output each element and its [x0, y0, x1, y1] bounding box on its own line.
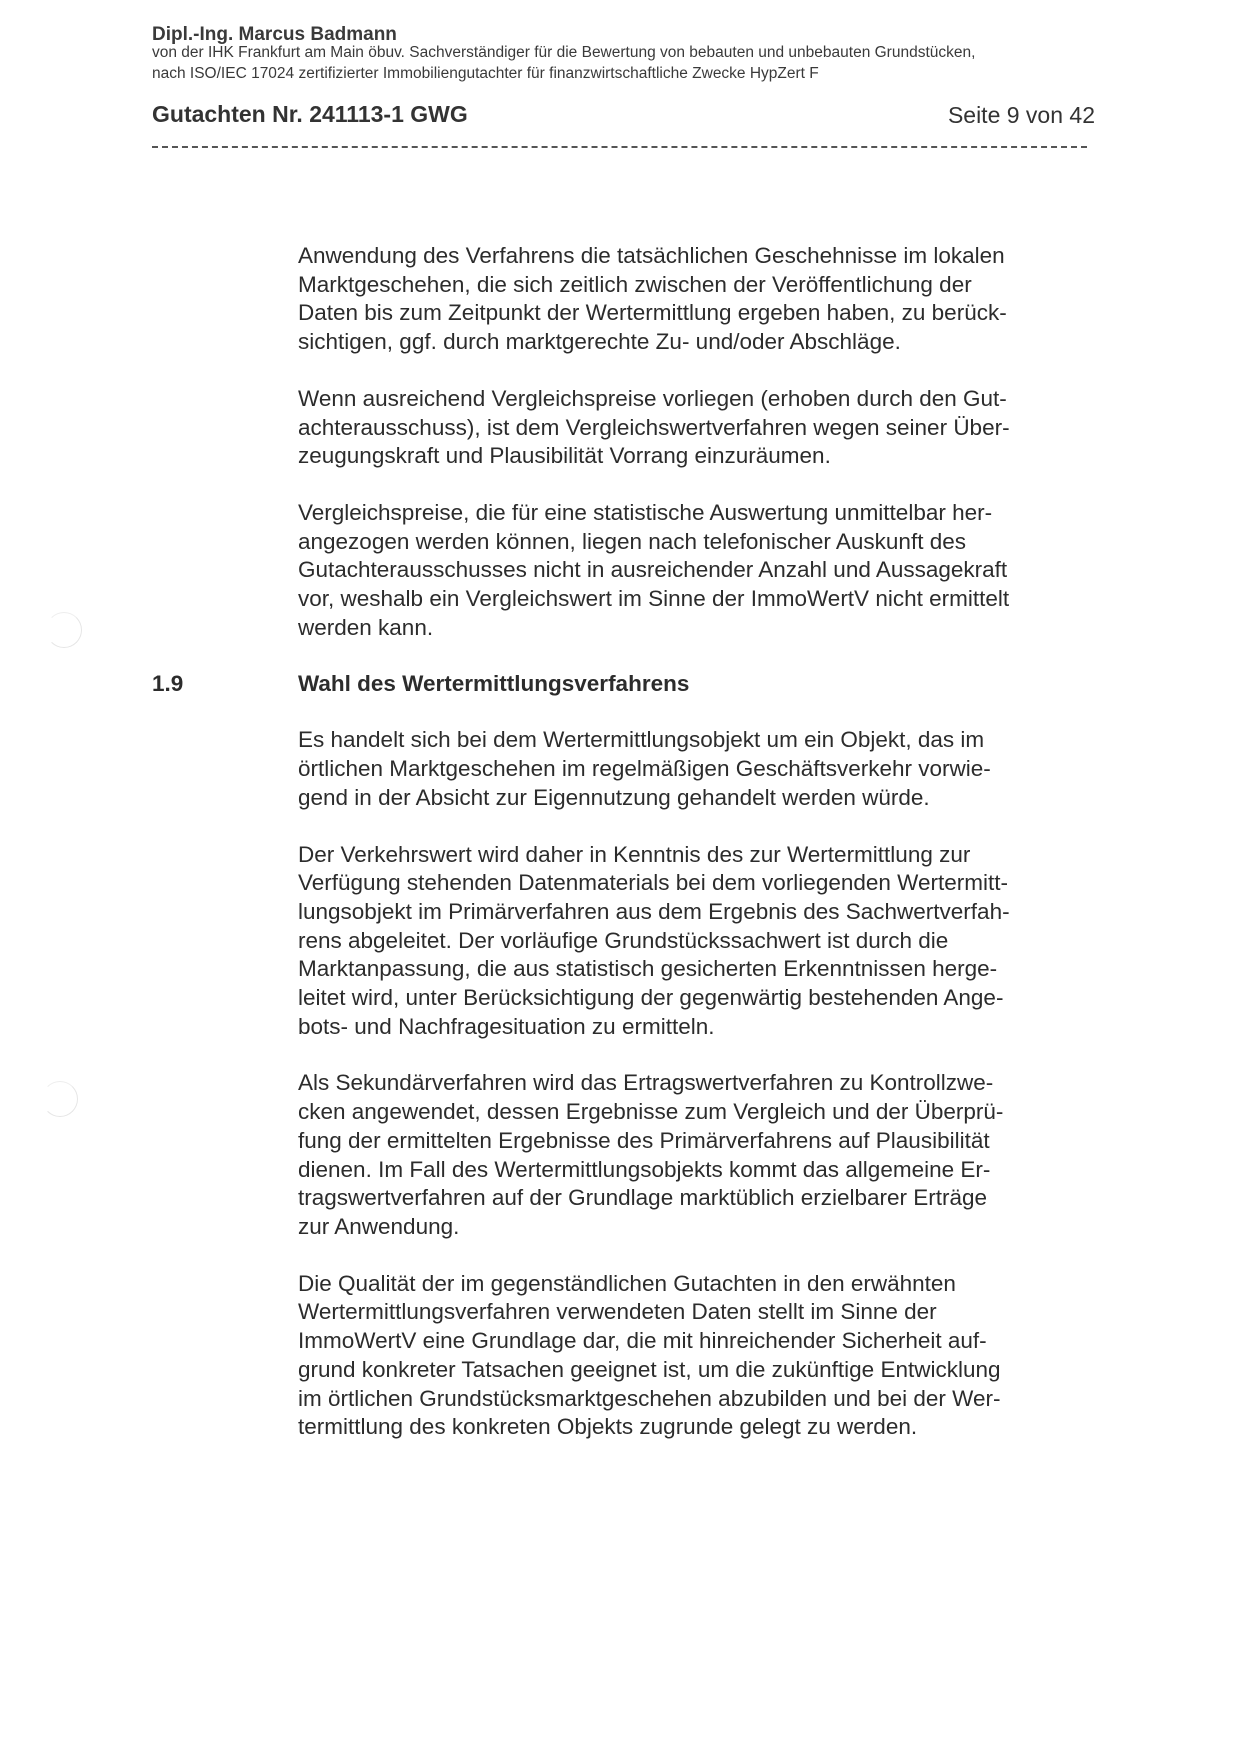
text-line: lungsobjekt im Primärverfahren aus dem Ergebnis des Sachwertverfah-	[298, 898, 1010, 924]
section-heading	[152, 670, 1098, 700]
punch-hole-mark	[42, 1081, 78, 1117]
text-line: Als Sekundärverfahren wird das Ertragswertverfahren zu Kontrollzwe-	[298, 1070, 994, 1096]
paragraph	[298, 726, 1098, 812]
paragraph	[298, 841, 1098, 1042]
text-line: Marktanpassung, die aus statistisch gesicherten Erkenntnissen herge-	[298, 956, 998, 982]
text-line: tragswertverfahren auf der Grundlage marktüblich erzielbarer Erträge	[298, 1185, 988, 1211]
text-line: vor, weshalb ein Vergleichswert im Sinne der ImmoWertV nicht ermittelt	[298, 586, 1010, 612]
text-line: achterausschuss), ist dem Vergleichswertverfahren wegen seiner Über-	[298, 414, 1010, 440]
header-divider	[152, 146, 1087, 148]
text-line: zeugungskraft und Plausibilität Vorrang einzuräumen.	[298, 443, 831, 469]
text-line: ImmoWertV eine Grundlage dar, die mit hinreichender Sicherheit auf-	[298, 1328, 987, 1354]
text-line: Die Qualität der im gegenständlichen Gutachten in den erwähnten	[298, 1270, 956, 1296]
text-line: Es handelt sich bei dem Wertermittlungsobjekt um ein Objekt, das im	[298, 727, 985, 753]
text-line: werden kann.	[298, 614, 434, 640]
text-line: cken angewendet, dessen Ergebnisse zum Vergleich und der Überprü-	[298, 1099, 1004, 1125]
text-line: örtlichen Marktgeschehen im regelmäßigen Geschäftsverkehr vorwie-	[298, 756, 991, 782]
body-text	[152, 242, 1098, 1470]
text-line: sichtigen, ggf. durch marktgerechte Zu- und/oder Abschläge.	[298, 329, 901, 355]
text-line: fung der ermittelten Ergebnisse des Primärverfahrens auf Plausibilität	[298, 1127, 990, 1153]
text-line: Wertermittlungsverfahren verwendeten Daten stellt im Sinne der	[298, 1299, 937, 1325]
text-line: bots- und Nachfragesituation zu ermitteln.	[298, 1013, 715, 1039]
page-indicator: Seite 9 von 42	[947, 102, 1095, 128]
text-line: Anwendung des Verfahrens die tatsächlichen Geschehnisse im lokalen	[298, 243, 1005, 268]
text-line: angezogen werden können, liegen nach telefonischer Auskunft des	[298, 528, 966, 554]
text-line: Vergleichspreise, die für eine statistische Auswertung unmittelbar her-	[298, 499, 993, 525]
paragraph	[298, 1270, 1098, 1442]
text-line: grund konkreter Tatsachen geeignet ist, um die zukünftige Entwicklung	[298, 1356, 1001, 1382]
paragraph	[298, 1069, 1098, 1241]
text-line: dienen. Im Fall des Wertermittlungsobjekts kommt das allgemeine Er-	[298, 1156, 991, 1182]
author-qualification-line-1: von der IHK Frankfurt am Main öbuv. Sachverständiger für die Bewertung von bebauten und unbebauten Grundstücken,	[152, 44, 976, 61]
section-title: Wahl des Wertermittlungsverfahrens	[298, 671, 690, 697]
text-line: Marktgeschehen, die sich zeitlich zwischen der Veröffentlichung der	[298, 271, 972, 297]
text-line: zur Anwendung.	[298, 1213, 460, 1239]
text-line: Gutachterausschusses nicht in ausreichender Anzahl und Aussagekraft	[298, 557, 1008, 583]
text-line: rens abgeleitet. Der vorläufige Grundstückssachwert ist durch die	[298, 927, 949, 953]
text-line: gend in der Absicht zur Eigennutzung gehandelt werden würde.	[298, 784, 930, 810]
paragraph	[298, 385, 1098, 471]
text-line: im örtlichen Grundstücksmarktgeschehen abzubilden und bei der Wer-	[298, 1385, 1001, 1411]
text-line: Der Verkehrswert wird daher in Kenntnis des zur Wertermittlung zur	[298, 841, 971, 867]
author-qualification-line-2: nach ISO/IEC 17024 zertifizierter Immobiliengutachter für finanzwirtschaftliche Zwecke HypZert F	[152, 65, 819, 82]
text-line: Daten bis zum Zeitpunkt der Wertermittlung ergeben haben, zu berück-	[298, 300, 1007, 326]
paragraph	[298, 499, 1098, 643]
punch-hole-mark	[46, 612, 82, 648]
section-number: 1.9	[152, 671, 184, 697]
author-name: Dipl.-Ing. Marcus Badmann	[152, 24, 397, 45]
text-line: Wenn ausreichend Vergleichspreise vorliegen (erhoben durch den Gut-	[298, 385, 1007, 411]
text-line: leitet wird, unter Berücksichtigung der gegenwärtig bestehenden Ange-	[298, 985, 1004, 1011]
text-line: Verfügung stehenden Datenmaterials bei dem vorliegenden Wertermitt-	[298, 870, 1008, 896]
text-line: termittlung des konkreten Objekts zugrunde gelegt zu werden.	[298, 1414, 918, 1440]
report-number: Gutachten Nr. 241113-1 GWG	[152, 101, 468, 127]
paragraph	[298, 242, 1098, 357]
